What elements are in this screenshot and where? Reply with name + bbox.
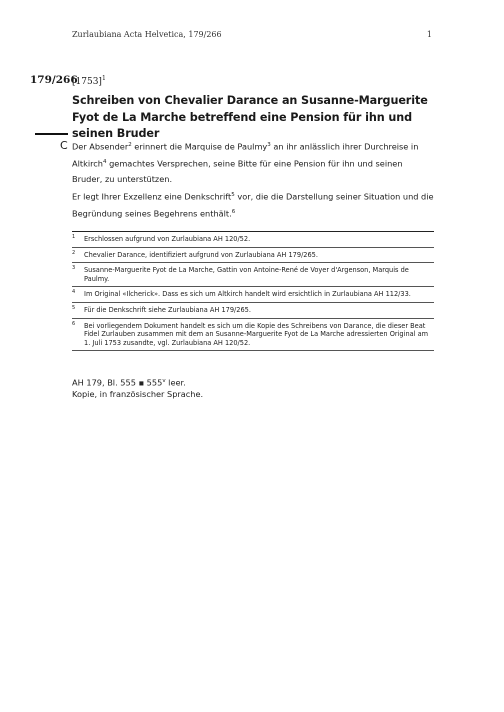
footnote [72,248,434,264]
source-shelfmark: AH 179, Bl. 555 ▪ 555$^v$ leer. [72,377,186,388]
footnote-number: 2 [72,249,76,256]
footnote [72,263,434,287]
footnote-text: Für die Denkschrift siehe Zurlaubiana AH 179/265. [84,305,251,314]
footnote-text: Susanne-Marguerite Fyot de La Marche, Gattin von Antoine-René de Voyer d'Argenson, Marquis de Paulmy. [84,266,409,283]
summary-paragraph-1: Der Absender$^2$ erinnert die Marquise de Paulmy$^3$ an ihr anlässlich ihrer Durchreise in Altkirch$^4$ gemachtes Versprechen, seine Bitte für eine Pension für ihn und seinen Bruder, zu unterstützen. [72,141,419,185]
footnote-ref-3[interactable]: 3 [267,142,271,148]
footnote-number: 3 [72,265,76,272]
footnote-ref-2[interactable]: 2 [128,142,132,148]
copy-marker: C [60,139,68,152]
footnotes [72,231,434,351]
footnote-number: 1 [72,234,76,240]
summary-paragraph-2: Er legt Ihrer Exzellenz eine Denkschrift$^5$ vor, die die Darstellung seiner Situation und die Begründung seines Begehrens enthält.$^6$ [72,191,434,219]
date-text: [1753] [72,77,102,87]
footnote [72,319,434,352]
footnote-number: 4 [72,289,76,296]
footnote-number: 5 [72,304,76,311]
footnote-text: Bei vorliegendem Dokument handelt es sich um die Kopie des Schreibens von Darance, die dieser Beat Fidel Zurlauben zusammen mit dem an Susanne-Marguerite Fyot de La Marche adressierten Original am 1. Juli 1753 zusandte, vgl. Zurlaubiana AH 120/52. [84,321,429,347]
footnote [72,303,434,319]
footnote-ref-6[interactable]: 6 [231,209,236,216]
summary-text [72,138,434,222]
footnote-text: Erschlossen aufgrund von Zurlaubiana AH 120/52. [84,235,251,243]
document-date [72,75,106,87]
footnote-text: Chevalier Darance, identifiziert aufgrund von Zurlaubiana AH 179/265. [84,250,318,259]
footnote [72,287,434,303]
document-id: 179/266 [30,74,78,86]
footnote [72,232,434,248]
section-rule [35,133,68,135]
footnote-ref-1[interactable]: 1 [101,75,106,82]
running-title: Zurlaubiana Acta Helvetica, 179/266 [72,30,222,39]
footnote-ref-5[interactable]: 5 [231,191,235,198]
source-description: Kopie, in französischer Sprache. [72,388,204,399]
footnote-ref-4[interactable]: 4 [102,159,107,166]
document-title: Schreiben von Chevalier Darance an Susanne-Marguerite Fyot de La Marche betreffend eine Pension für ihn und seinen Bruder [72,94,428,140]
running-head [72,30,432,39]
page-number: 1 [426,30,432,39]
footnote-text: Im Original «Ilcherick». Dass es sich um Altkirch handelt wird ersichtlich in Zurlaubiana AH 112/33. [84,290,411,299]
source-note [72,376,434,400]
footnote-number: 6 [72,320,76,327]
